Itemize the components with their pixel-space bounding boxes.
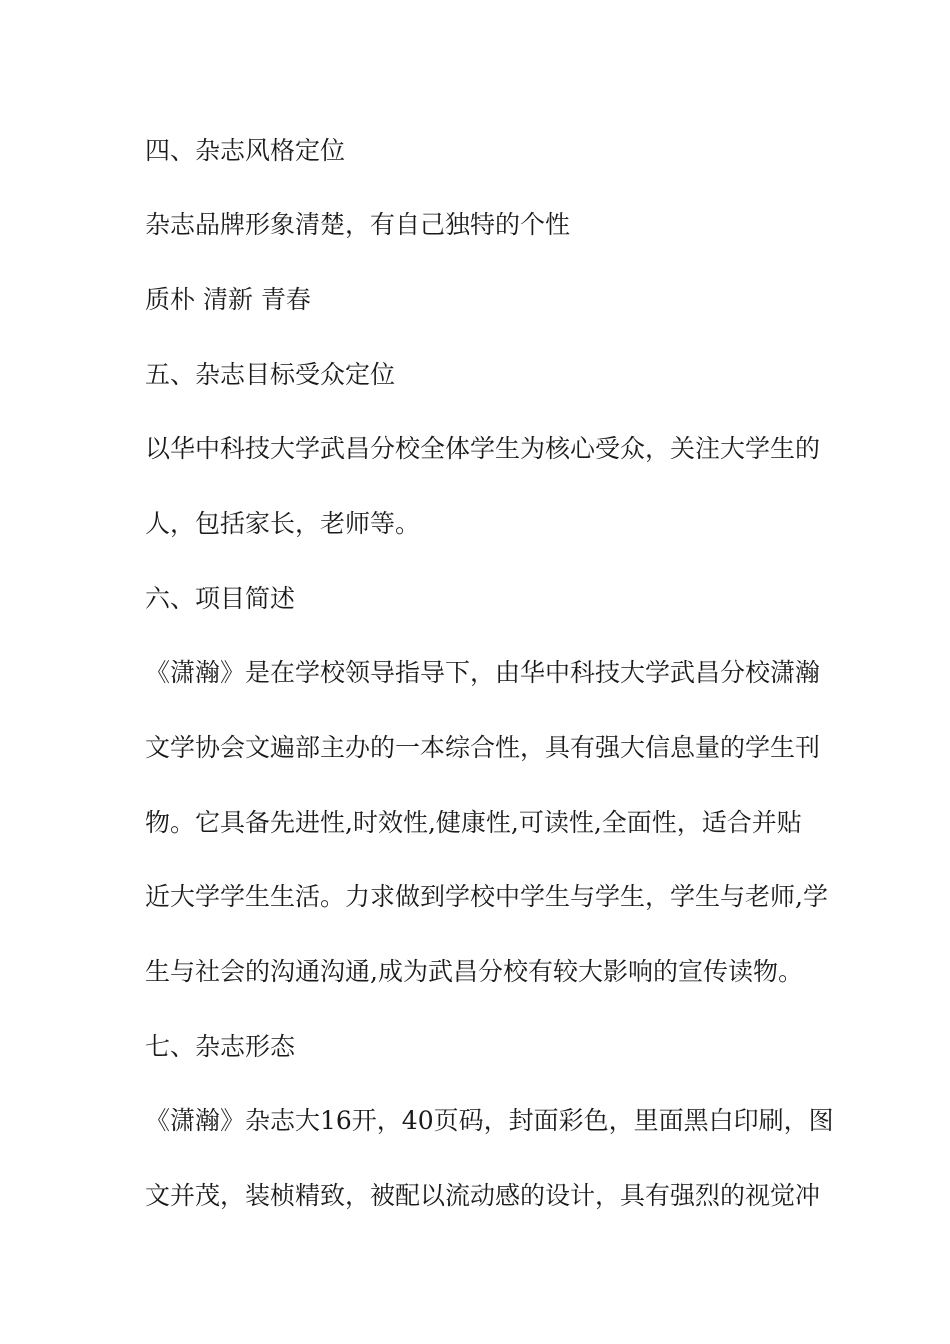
- paragraph-line: 人，包括家长，老师等。: [145, 509, 421, 538]
- paragraph-line: 质朴 清新 青春: [145, 285, 311, 314]
- paragraph-line: 生与社会的沟通沟通,成为武昌分校有较大影响的宣传读物。: [145, 957, 803, 986]
- paragraph-line: 《潇瀚》杂志大16开，40页码，封面彩色，里面黑白印刷，图: [145, 1106, 834, 1135]
- paragraph-line: 《潇瀚》是在学校领导指导下，由华中科技大学武昌分校潇瀚: [145, 658, 821, 687]
- section-heading-style: 四、杂志风格定位: [145, 136, 346, 165]
- paragraph-line: 物。它具备先进性,时效性,健康性,可读性,全面性，适合并贴: [145, 808, 802, 837]
- paragraph-line: 杂志品牌形象清楚，有自己独特的个性: [145, 210, 571, 239]
- paragraph-line: 文学协会文遍部主办的一本综合性，具有强大信息量的学生刊: [145, 733, 821, 762]
- paragraph-line: 近大学学生生活。力求做到学校中学生与学生，学生与老师,学: [145, 882, 828, 911]
- paragraph-line: 文并茂，装桢精致，被配以流动感的设计，具有强烈的视觉冲: [145, 1181, 821, 1210]
- section-heading-format: 七、杂志形态: [145, 1032, 296, 1061]
- paragraph-line: 以华中科技大学武昌分校全体学生为核心受众，关注大学生的: [145, 434, 821, 463]
- section-heading-overview: 六、项目简述: [145, 584, 296, 613]
- section-heading-audience: 五、杂志目标受众定位: [145, 360, 396, 389]
